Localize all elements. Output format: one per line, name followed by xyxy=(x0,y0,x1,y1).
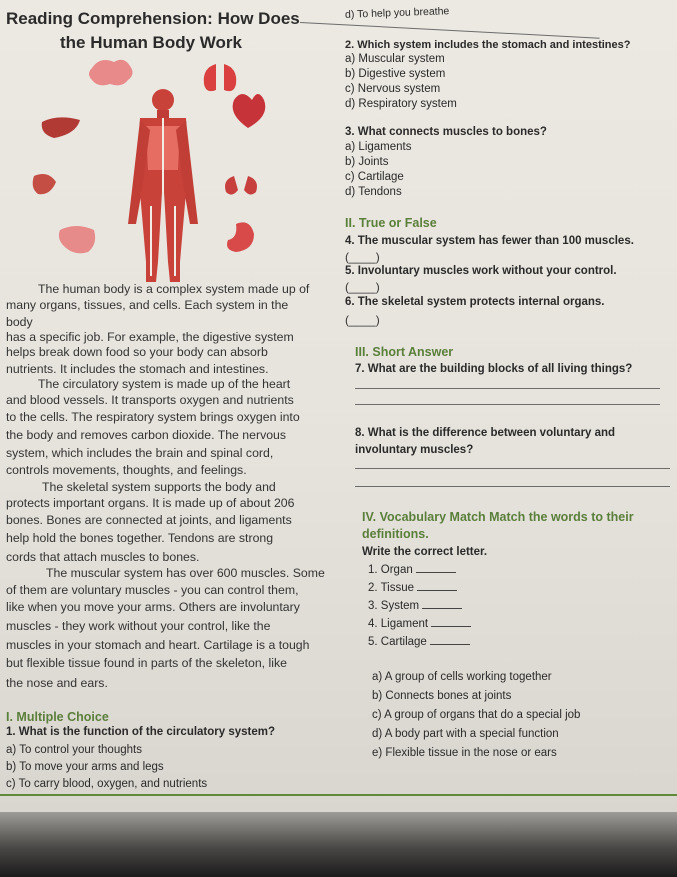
vocab-word-2: 2. Tissue xyxy=(368,580,457,595)
q1-option-b: b) To move your arms and legs xyxy=(6,761,164,773)
passage-line: to the cells. The respiratory system brings oxygen into xyxy=(6,410,300,424)
vocab-blank-1[interactable] xyxy=(416,562,456,573)
vocab-blank-3[interactable] xyxy=(422,598,462,609)
vocab-def-a: a) A group of cells working together xyxy=(372,671,552,683)
question-8-line1: 8. What is the difference between voluntary and xyxy=(355,427,616,439)
question-2: 2. Which system includes the stomach and intestines? xyxy=(345,39,631,51)
stomach-icon xyxy=(227,222,254,252)
tf-item-4: 4. The muscular system has fewer than 100 muscles. xyxy=(345,235,634,247)
passage-line: but flexible tissue found in parts of the skeleton, like xyxy=(6,656,287,670)
vocab-instruction: Write the correct letter. xyxy=(362,546,488,558)
foot-bone-icon xyxy=(33,174,56,194)
q3-option-b: b) Joints xyxy=(345,156,389,168)
vocab-word-5: 5. Cartilage xyxy=(368,634,470,649)
lungs-icon xyxy=(204,64,237,91)
vocab-word-3: 3. System xyxy=(368,598,462,613)
answer-line-7a[interactable] xyxy=(355,388,660,389)
tf-item-5: 5. Involuntary muscles work without your control. xyxy=(345,265,617,277)
vocab-blank-2[interactable] xyxy=(417,580,457,591)
section-true-false: II. True or False xyxy=(345,216,437,230)
human-body-figure xyxy=(128,89,198,282)
kidneys-icon xyxy=(225,176,257,195)
intestine-icon xyxy=(59,226,95,253)
passage-line: bones. Bones are connected at joints, and ligaments xyxy=(6,513,292,527)
tf-answer-4[interactable]: (____) xyxy=(345,250,380,264)
tf-answer-6[interactable]: (____) xyxy=(345,313,380,327)
desk-background xyxy=(0,812,677,877)
passage-line: the nose and ears. xyxy=(6,676,108,690)
passage-line: the body and removes carbon dioxide. The nervous xyxy=(6,428,287,442)
passage-line: and blood vessels. It transports oxygen and nutrients xyxy=(6,393,294,407)
question-7: 7. What are the building blocks of all living things? xyxy=(355,363,633,375)
q2-option-c: c) Nervous system xyxy=(345,83,441,95)
vocab-def-d: d) A body part with a special function xyxy=(372,728,559,740)
q2-option-b: b) Digestive system xyxy=(345,68,446,80)
question-8-line2: involuntary muscles? xyxy=(355,444,474,456)
question-1: 1. What is the function of the circulatory system? xyxy=(6,726,276,738)
section-vocabulary-match: IV. Vocabulary Match Match the words to their xyxy=(362,510,634,524)
page-title-line1: Reading Comprehension: How Does xyxy=(6,9,300,28)
passage-line: protects important organs. It is made up of about 206 xyxy=(6,496,295,510)
passage-line: cords that attach muscles to bones. xyxy=(6,550,200,564)
section-short-answer: III. Short Answer xyxy=(355,345,454,359)
question-3: 3. What connects muscles to bones? xyxy=(345,126,547,138)
vocab-def-b: b) Connects bones at joints xyxy=(372,690,512,702)
q3-option-c: c) Cartilage xyxy=(345,171,404,183)
answer-line-8a[interactable] xyxy=(355,468,670,469)
passage-line: muscles - they work without your control, like the xyxy=(6,619,271,633)
q1-option-c: c) To carry blood, oxygen, and nutrients xyxy=(6,778,208,790)
passage-line: has a specific job. For example, the digestive system xyxy=(6,330,294,344)
tf-answer-5[interactable]: (____) xyxy=(345,280,380,294)
q2-option-d: d) Respiratory system xyxy=(345,98,457,110)
answer-line-8b[interactable] xyxy=(355,486,670,487)
liver-icon xyxy=(42,117,80,138)
tf-item-6: 6. The skeletal system protects internal organs. xyxy=(345,296,605,308)
passage-line: nutrients. It includes the stomach and intestines. xyxy=(6,362,269,376)
bottom-divider xyxy=(0,794,677,796)
heart-icon xyxy=(233,94,266,128)
vocab-word-1: 1. Organ xyxy=(368,562,456,577)
anatomy-illustration xyxy=(20,56,310,286)
passage-line: The skeletal system supports the body and xyxy=(42,480,276,494)
passage-line: The muscular system has over 600 muscles. Some xyxy=(46,566,325,580)
passage-line: muscles in your stomach and heart. Cartilage is a tough xyxy=(6,638,310,652)
q2-option-a: a) Muscular system xyxy=(345,53,445,65)
page-title-line2: the Human Body Work xyxy=(60,33,242,52)
vocab-blank-4[interactable] xyxy=(431,616,471,627)
q1-option-a: a) To control your thoughts xyxy=(6,744,142,756)
passage-line: like when you move your arms. Others are involuntary xyxy=(6,600,300,614)
passage-line: of them are voluntary muscles - you can control them, xyxy=(6,583,299,597)
answer-line-7b[interactable] xyxy=(355,404,660,405)
brain-icon xyxy=(89,60,133,86)
passage-line: body xyxy=(6,315,33,329)
q3-option-a: a) Ligaments xyxy=(345,141,412,153)
passage-line: helps break down food so your body can absorb xyxy=(6,345,268,359)
section-vocabulary-match-line2: definitions. xyxy=(362,527,429,541)
vocab-word-4: 4. Ligament xyxy=(368,616,471,631)
vocab-def-c: c) A group of organs that do a special job xyxy=(372,709,581,721)
vocab-def-e: e) Flexible tissue in the nose or ears xyxy=(372,747,557,759)
passage-line: many organs, tissues, and cells. Each system in the xyxy=(6,298,289,312)
vocab-blank-5[interactable] xyxy=(430,634,470,645)
page-edge-line xyxy=(300,22,600,39)
q3-option-d: d) Tendons xyxy=(345,186,402,198)
passage-line: The circulatory system is made up of the heart xyxy=(38,377,291,391)
passage-line: help hold the bones together. Tendons are strong xyxy=(6,531,274,545)
q1-option-d: d) To help you breathe xyxy=(344,5,450,21)
section-multiple-choice: I. Multiple Choice xyxy=(6,710,109,724)
passage-line: controls movements, thoughts, and feelings. xyxy=(6,463,247,477)
passage-line: The human body is a complex system made up of xyxy=(38,282,310,296)
passage-line: system, which includes the brain and spinal cord, xyxy=(6,446,274,460)
